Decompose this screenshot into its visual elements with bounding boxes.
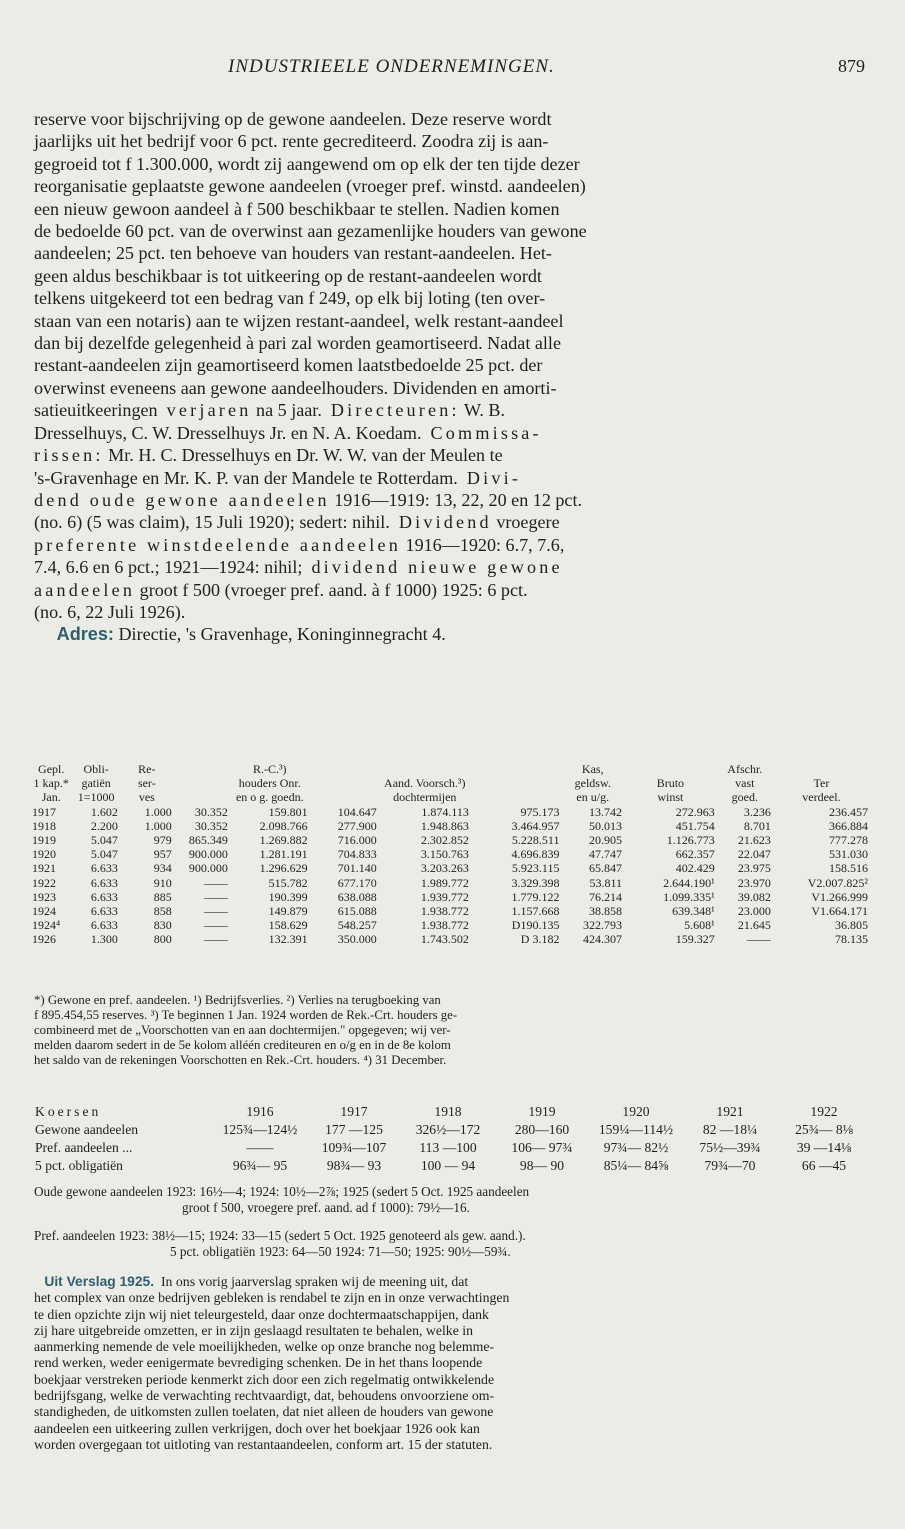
koersen-year: 1921 xyxy=(716,1104,744,1119)
text-line: staan van een notaris) aan te wijzen restant-aandeel, welk restant-aandeel xyxy=(34,310,564,331)
table-cell: 6.633 xyxy=(90,904,118,919)
table-header-cell: en o g. goedn. xyxy=(235,790,304,805)
table-header-cell: Jan. xyxy=(41,790,61,805)
table-cell: 1.269.882 xyxy=(259,833,308,848)
table-cell: 424.307 xyxy=(583,932,623,947)
table-cell: 777.278 xyxy=(829,833,868,848)
table-cell: 5.923.115 xyxy=(511,861,560,876)
table-cell: —— xyxy=(203,889,228,904)
address: Directie, 's Gravenhage, Koninginnegracht 4. xyxy=(118,624,446,645)
table-cell: 1.989.772 xyxy=(420,875,469,890)
table-row xyxy=(30,805,870,819)
text-line: rend werken, weder eenigermate bevrediging schenken. De in het thans loopende xyxy=(34,1355,483,1371)
text-line: overwinst eveneens aan gewone aandeelhouders. Dividenden en amorti- xyxy=(34,377,557,398)
table-cell: 858 xyxy=(153,904,172,919)
table-row xyxy=(30,932,870,946)
table-notes xyxy=(34,993,874,1068)
table-header-cell xyxy=(174,776,230,790)
table-cell: 6.633 xyxy=(90,889,118,904)
text-line: reorganisatie geplaatste gewone aandeelen (vroeger pref. winstd. aandeelen) xyxy=(34,176,586,197)
table-cell: 865.349 xyxy=(188,833,228,848)
table-cell: V2.007.825² xyxy=(807,875,868,890)
table-row xyxy=(30,833,870,847)
koersen-name: Gewone aandeelen xyxy=(35,1122,139,1137)
note-line: 5 pct. obligatiën 1923: 64—50 1924: 71—50; 1925: 90½—59¾. xyxy=(170,1243,511,1259)
table-cell: 1.939.772 xyxy=(420,889,469,904)
table-cell: 1917 xyxy=(32,804,56,819)
text-line: aandeelen groot f 500 (vroeger pref. aand. à f 1000) 1925: 6 pct. xyxy=(34,579,528,600)
koersen-value: 97¾— 82½ xyxy=(603,1140,669,1155)
table-cell: 277.900 xyxy=(337,818,377,833)
text-line: dan bij dezelfde gelegenheid à pari zal worden geamortiseerd. Nadat alle xyxy=(34,333,561,354)
table-header-cell: Ter xyxy=(813,776,830,791)
table-cell: —— xyxy=(203,875,228,890)
text-line: restant-aandeelen zijn geamortiseerd komen laatstbedoelde 25 pct. der xyxy=(34,355,543,376)
table-row xyxy=(30,904,870,918)
table-cell: 1.000 xyxy=(144,818,172,833)
table-cell: 3.150.763 xyxy=(420,847,469,862)
table-cell: V1.664.171 xyxy=(811,904,868,919)
text-line: Dresselhuys, C. W. Dresselhuys Jr. en N. A. Koedam. Commissa- xyxy=(34,422,542,443)
table-cell: 1.099.335¹ xyxy=(663,889,715,904)
running-header xyxy=(0,50,905,86)
verslag-label: Uit Verslag 1925. xyxy=(44,1274,155,1289)
table-cell: 50.013 xyxy=(589,818,623,833)
table-cell: 1.779.122 xyxy=(511,889,560,904)
koersen-value: 25¾— 8⅛ xyxy=(795,1122,853,1137)
table-cell: 21.623 xyxy=(737,833,771,848)
koersen-value: 85¼— 84⅝ xyxy=(603,1158,669,1173)
table-cell: 1920 xyxy=(32,847,56,862)
text-line: aandeelen een uitkeering zullen verkrijgen, doch over het boekjaar 1926 ook kan xyxy=(34,1420,480,1436)
table-cell: 8.701 xyxy=(743,818,771,833)
table-cell: 159.327 xyxy=(675,932,715,947)
table-header-cell: Obli- xyxy=(83,762,109,776)
note-line: f 895.454,55 reserves. ³) Te beginnen 1 Jan. 1924 worden de Rek.-Crt. houders ge- xyxy=(34,1008,458,1022)
verslag-section xyxy=(34,1274,874,1453)
koersen-value: 100 — 94 xyxy=(420,1158,476,1173)
table-cell: 30.352 xyxy=(194,818,228,833)
table-cell: 975.173 xyxy=(520,804,560,819)
koersen-year: 1920 xyxy=(622,1104,650,1119)
text-line: aandeelen; 25 pct. ten behoeve van houders van restant-aandeelen. Het- xyxy=(34,243,552,264)
koersen-year: 1918 xyxy=(434,1104,462,1119)
table-cell: 47.747 xyxy=(589,847,623,862)
table-header-cell: Aand. Voorsch.³) xyxy=(384,776,466,791)
oude-aandeelen-note xyxy=(34,1184,879,1215)
table-cell: 1.948.863 xyxy=(420,818,469,833)
koersen-value: 159¼—114½ xyxy=(598,1122,674,1137)
table-header-cell: Kas, xyxy=(581,762,604,776)
page-number: 879 xyxy=(838,56,865,76)
note-line: groot f 500, vroegere pref. aand. ad f 1000): 79½—16. xyxy=(182,1199,470,1215)
table-header-cell xyxy=(174,762,230,776)
koersen-value: 109¾—107 xyxy=(321,1140,387,1155)
table-header-cell: winst xyxy=(657,790,684,805)
koersen-value: 177 —125 xyxy=(325,1122,383,1137)
table-cell: 515.782 xyxy=(268,875,308,890)
financial-table xyxy=(30,762,870,947)
table-header-cell: verdeel. xyxy=(802,790,841,805)
text-line: 's-Gravenhage en Mr. K. P. van der Mandele te Rotterdam. Divi- xyxy=(34,467,522,488)
koersen-name: 5 pct. obligatiën xyxy=(35,1158,123,1173)
table-cell: 1918 xyxy=(32,818,56,833)
text-line: (no. 6, 22 Juli 1926). xyxy=(34,601,186,622)
table-cell: 1922 xyxy=(32,875,56,890)
table-cell: 20.905 xyxy=(589,833,623,848)
table-cell: 677.170 xyxy=(337,875,377,890)
text-line: een nieuw gewoon aandeel à f 500 beschikbaar te stellen. Nadien komen xyxy=(34,198,560,219)
table-cell: 158.516 xyxy=(829,861,868,876)
table-cell: 639.348¹ xyxy=(672,904,715,919)
table-cell: 531.030 xyxy=(829,847,868,862)
table-cell: 4.696.839 xyxy=(511,847,560,862)
text-line: standigheden, de uitkomsten zullen toelaten, dat niet alleen de houders van gewone xyxy=(34,1404,494,1420)
koersen-year: 1919 xyxy=(528,1104,556,1119)
table-cell: 3.236 xyxy=(743,804,771,819)
table-cell: —— xyxy=(203,904,228,919)
reserve-paragraph xyxy=(34,108,870,646)
table-header-row xyxy=(30,762,870,776)
company-text xyxy=(34,108,870,646)
table-header-cell: goed. xyxy=(731,790,758,805)
note-line: *) Gewone en pref. aandeelen. ¹) Bedrijfsverlies. ²) Verlies na terugboeking van xyxy=(34,993,441,1007)
table-row xyxy=(30,861,870,875)
table-header-row xyxy=(30,790,870,804)
table-cell: 13.742 xyxy=(589,804,623,819)
text-line: reserve voor bijschrijving op de gewone aandeelen. Deze reserve wordt xyxy=(34,109,552,129)
table-header-cell xyxy=(174,790,230,804)
table-row xyxy=(30,876,870,890)
table-row xyxy=(30,819,870,833)
table-cell: 5.047 xyxy=(90,847,118,862)
koersen-year: 1922 xyxy=(810,1104,838,1119)
table-cell: 158.629 xyxy=(268,918,308,933)
table-header-cell xyxy=(379,762,471,776)
text-line: rissen: Mr. H. C. Dresselhuys en Dr. W. W. van der Meulen te xyxy=(34,445,503,466)
table-cell: 830 xyxy=(153,918,172,933)
koersen-table xyxy=(34,1103,871,1175)
table-cell: 2.098.766 xyxy=(259,818,308,833)
text-line: boekjaar verstreken periode kenmerkt zich door een zich regelmatig ontwikkelende xyxy=(34,1371,495,1387)
table-cell: 3.464.957 xyxy=(511,818,560,833)
table-cell: 236.457 xyxy=(829,804,868,819)
table-cell: 548.257 xyxy=(337,918,377,933)
table-cell: 2.200 xyxy=(90,818,118,833)
table-header-cell: Bruto xyxy=(656,776,685,791)
table-cell: 3.329.398 xyxy=(511,875,560,890)
table-cell: 957 xyxy=(153,847,172,862)
koersen-value: 125¾—124½ xyxy=(222,1122,298,1137)
table-cell: 451.754 xyxy=(675,818,715,833)
text-line: de bedoelde 60 pct. van de overwinst aan gezamenlijke houders van gewone xyxy=(34,221,587,242)
text-line: worden overgegaan tot uitloting van restantaandeelen, conform art. 15 der statuten. xyxy=(34,1436,493,1452)
koersen-row xyxy=(34,1157,871,1175)
table-cell: —— xyxy=(203,932,228,947)
address-label: Adres: xyxy=(56,624,114,645)
note-line: melden daarom sedert in de 5e kolom alléén crediteuren en o/g en in de 8e kolom xyxy=(34,1038,451,1052)
table-header-cell: dochtermijen xyxy=(393,790,457,805)
koersen-value: 280—160 xyxy=(514,1122,570,1137)
note-line: combineerd met de „Voorschotten van en aan dochtermijen." opgegeven; wij ver- xyxy=(34,1023,451,1037)
koersen-label: Koersen xyxy=(35,1104,102,1119)
table-cell: 3.203.263 xyxy=(420,861,469,876)
table-cell: 350.000 xyxy=(337,932,377,947)
table-header-cell xyxy=(773,762,870,776)
table-cell: 1.602 xyxy=(90,804,118,819)
table-cell: 704.833 xyxy=(337,847,377,862)
table-cell: 1924⁴ xyxy=(32,918,61,933)
table-cell: 23.970 xyxy=(737,875,771,890)
koersen-value: 326½—172 xyxy=(415,1122,481,1137)
koersen-year: 1917 xyxy=(340,1104,368,1119)
koersen-value: 98¾— 93 xyxy=(326,1158,382,1173)
table-header-cell: gatiën xyxy=(81,776,111,791)
note-line: Pref. aandeelen 1923: 38½—15; 1924: 33—15 (sedert 5 Oct. 1925 genoteerd als gew. aand.). xyxy=(34,1228,526,1243)
table-cell: 885 xyxy=(153,889,172,904)
table-cell: 1924 xyxy=(32,904,56,919)
table-header-cell xyxy=(471,790,562,804)
table-header-cell: 1 kap.* xyxy=(33,776,69,791)
table-cell: 65.847 xyxy=(589,861,623,876)
table-cell: 716.000 xyxy=(337,833,377,848)
table-cell: 6.633 xyxy=(90,918,118,933)
table-cell: 159.801 xyxy=(268,804,308,819)
table-cell: 23.000 xyxy=(737,904,771,919)
table-cell: —— xyxy=(203,918,228,933)
table-cell: 934 xyxy=(153,861,172,876)
table-cell: 1.000 xyxy=(144,804,172,819)
table-cell: 800 xyxy=(153,932,172,947)
table-header-cell: geldsw. xyxy=(574,776,611,791)
koersen-row xyxy=(34,1139,871,1157)
table-cell: 402.429 xyxy=(675,861,715,876)
note-line: het saldo van de rekeningen Voorschotten en Rek.-Crt. houders. ⁴) 31 December. xyxy=(34,1053,447,1067)
table-header-cell: en u/g. xyxy=(576,790,610,805)
table-cell: 190.399 xyxy=(268,889,308,904)
koersen-value: 113 —100 xyxy=(419,1140,477,1155)
table-row xyxy=(30,890,870,904)
koersen-header-row xyxy=(34,1103,871,1121)
table-cell: 900.000 xyxy=(188,861,228,876)
table-header-cell: R.-C.³) xyxy=(252,762,287,776)
table-header-cell: ves xyxy=(138,790,155,805)
table-cell: 662.357 xyxy=(675,847,715,862)
running-title: INDUSTRIEELE ONDERNEMINGEN. xyxy=(228,56,555,77)
table-cell: 1.938.772 xyxy=(420,918,469,933)
table-cell: 5.228.511 xyxy=(511,833,560,848)
table-cell: 1.281.191 xyxy=(259,847,308,862)
koersen-value: 98— 90 xyxy=(519,1158,565,1173)
koersen-name: Pref. aandeelen ... xyxy=(35,1140,133,1155)
table-cell: 615.088 xyxy=(337,904,377,919)
table-header-cell xyxy=(310,762,379,776)
koersen-value: 75½—39¾ xyxy=(699,1140,761,1155)
table-header-cell: Gepl. xyxy=(38,762,65,776)
text-line: (no. 6) (5 was claim), 15 Juli 1920); sedert: nihil. Dividend vroegere xyxy=(34,512,560,533)
text-line: dend oude gewone aandeelen 1916—1919: 13, 22, 20 en 12 pct. xyxy=(34,489,583,510)
table-cell: D 3.182 xyxy=(520,932,560,947)
table-cell: 1.743.502 xyxy=(420,932,469,947)
table-header-cell xyxy=(471,762,562,776)
table-cell: 132.391 xyxy=(268,932,308,947)
table-cell: 21.645 xyxy=(737,918,771,933)
table-cell: 910 xyxy=(153,875,172,890)
koersen-value: 96¾— 95 xyxy=(232,1158,288,1173)
koersen-value: 79¾—70 xyxy=(704,1158,756,1173)
text-line: het complex van onze bedrijven gebleken is rendabel te zijn en in onze verwachtingen xyxy=(34,1290,510,1306)
text-line: zij hare uitgebreide omzetten, er in zijn geslaagd resultaten te behalen, welke in xyxy=(34,1322,474,1338)
table-cell: 322.793 xyxy=(583,918,623,933)
table-header-cell: ser- xyxy=(137,776,156,791)
table-cell: 1923 xyxy=(32,889,56,904)
koersen-value: 106— 97¾ xyxy=(511,1140,573,1155)
table-header-cell xyxy=(310,790,379,804)
table-cell: V1.266.999 xyxy=(811,889,868,904)
koersen-section xyxy=(34,1103,879,1175)
text-line: In ons vorig jaarverslag spraken wij de meening uit, dat xyxy=(160,1274,469,1289)
table-cell: 272.963 xyxy=(675,804,715,819)
table-cell: 38.858 xyxy=(589,904,623,919)
table-cell: 149.879 xyxy=(268,904,308,919)
table-cell: 1.938.772 xyxy=(420,904,469,919)
table-cell: 104.647 xyxy=(337,804,377,819)
table-cell: 900.000 xyxy=(188,847,228,862)
koersen-value: —— xyxy=(246,1140,274,1155)
text-line: telkens uitgekeerd tot een bedrag van f 249, op elk bij loting (ten over- xyxy=(34,288,546,309)
koersen-value: 82 —18¼ xyxy=(702,1122,758,1137)
table-cell: —— xyxy=(746,932,771,947)
table-cell: 701.140 xyxy=(337,861,377,876)
table-cell: 22.047 xyxy=(737,847,771,862)
koersen-row xyxy=(34,1121,871,1139)
table-header-cell: houders Onr. xyxy=(238,776,301,791)
table-row xyxy=(30,918,870,932)
verslag-paragraph xyxy=(34,1274,874,1453)
table-cell: D190.135 xyxy=(511,918,560,933)
note-line: Oude gewone aandeelen 1923: 16½—4; 1924: 10½—2⅞; 1925 (sedert 5 Oct. 1925 aandeelen xyxy=(34,1184,530,1199)
koersen-value: 66 —45 xyxy=(801,1158,847,1173)
table-cell: 1919 xyxy=(32,833,56,848)
koersen-value: 39 —14⅛ xyxy=(796,1140,852,1155)
table-cell: 53.811 xyxy=(589,875,623,890)
table-row xyxy=(30,847,870,861)
table-cell: 638.088 xyxy=(337,889,377,904)
table-header-cell: Afschr. xyxy=(727,762,763,776)
text-line: bedrijfsgang, welke de verwachting rechtvaardigt, dat, behoudens onvoorziene om- xyxy=(34,1388,495,1404)
table-cell: 1.874.113 xyxy=(421,804,469,819)
table-cell: 1.296.629 xyxy=(259,861,308,876)
table-cell: 76.214 xyxy=(589,889,623,904)
table-cell: 23.975 xyxy=(737,861,771,876)
table-cell: 5.047 xyxy=(90,833,118,848)
table-cell: 1926 xyxy=(32,932,56,947)
financial-table-grid xyxy=(30,762,870,947)
table-header-row xyxy=(30,776,870,790)
table-header-cell: Re- xyxy=(138,762,156,776)
text-line: te dien opzichte zijn wij niet teleurgesteld, daar onze dochtermaatschappijen, dank xyxy=(34,1306,489,1322)
text-line: satieuitkeeringen verjaren na 5 jaar. Directeuren: W. B. xyxy=(34,400,505,421)
table-cell: 366.884 xyxy=(829,818,868,833)
pref-aandeelen-note xyxy=(34,1228,879,1259)
table-cell: 78.135 xyxy=(835,932,868,947)
table-cell: 2.302.852 xyxy=(420,833,469,848)
text-line: preferente winstdeelende aandeelen 1916—1920: 6.7, 7.6, xyxy=(34,534,565,555)
text-line: gegroeid tot f 1.300.000, wordt zij aangewend om op elk der ten tijde dezer xyxy=(34,153,580,174)
table-cell: 1.157.668 xyxy=(511,904,560,919)
table-cell: 1.300 xyxy=(90,932,118,947)
text-line: aanmerking nemende de vele moeilijkheden, welke op onze branche nog belemme- xyxy=(34,1339,495,1355)
text-line: geen aldus beschikbaar is tot uitkeering op de restant-aandeelen wordt xyxy=(34,265,542,286)
table-cell: 6.633 xyxy=(90,861,118,876)
table-cell: 1921 xyxy=(32,861,56,876)
table-cell: 36.805 xyxy=(835,918,868,933)
table-cell: 2.644.190¹ xyxy=(663,875,715,890)
table-header-cell xyxy=(471,776,562,790)
table-cell: 30.352 xyxy=(194,804,228,819)
table-cell: 979 xyxy=(153,833,172,848)
table-header-cell xyxy=(310,776,379,790)
table-cell: 6.633 xyxy=(90,875,118,890)
table-cell: 39.082 xyxy=(737,889,771,904)
table-header-cell xyxy=(624,762,717,776)
address-line xyxy=(34,623,870,645)
table-header-cell: 1=1000 xyxy=(77,790,115,805)
table-cell: 1.126.773 xyxy=(666,833,715,848)
table-header-cell: vast xyxy=(735,776,755,791)
text-line: 7.4, 6.6 en 6 pct.; 1921—1924: nihil; dividend nieuwe gewone xyxy=(34,557,563,578)
text-line: jaarlijks uit het bedrijf voor 6 pct. rente gecrediteerd. Zoodra zij is aan- xyxy=(34,131,549,152)
koersen-year: 1916 xyxy=(246,1104,274,1119)
table-cell: 5.608¹ xyxy=(684,918,715,933)
